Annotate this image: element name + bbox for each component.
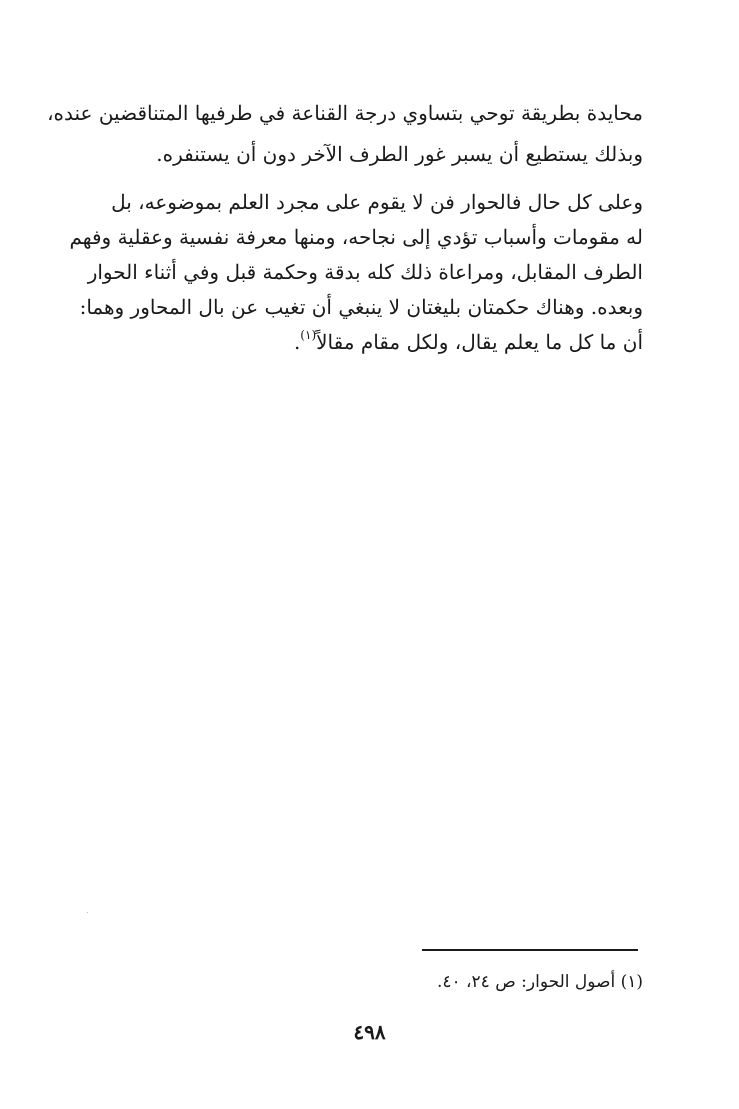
paragraph-2-line-5-text: أن ما كل ما يعلم يقال، ولكل مقام مقالاً — [316, 330, 643, 354]
footnote-1-text: أصول الحوار: ص ٢٤، ٤٠. — [436, 972, 616, 992]
footnote-1 — [437, 968, 643, 996]
scan-speck — [87, 912, 88, 913]
footnote-separator-rule — [422, 949, 638, 951]
footnote-reference-1[interactable]: (١) — [300, 328, 317, 342]
footnote-1-marker: (١) — [620, 972, 643, 992]
page-number: ٤٩٨ — [353, 1020, 386, 1044]
paragraph-2-line-4: وبعده. وهناك حكمتان بليغتان لا ينبغي أن تغيب عن بال المحاور وهما: — [79, 295, 643, 319]
paragraph-1-line-2: وبذلك يستطيع أن يسبر غور الطرف الآخر دون أن يستنفره. — [156, 142, 643, 166]
paragraph-2-line-5 — [97, 327, 643, 357]
paragraph-2-line-3: الطرف المقابل، ومراعاة ذلك كله بدقة وحكمة قبل وفي أثناء الحوار — [87, 260, 643, 284]
paragraph-2-line-1: وعلى كل حال فالحوار فن لا يقوم على مجرد العلم بموضوعه، بل — [111, 190, 643, 214]
paragraph-2-final-period: . — [293, 330, 301, 354]
paragraph-2-line-2: له مقومات وأسباب تؤدي إلى نجاحه، ومنها معرفة نفسية وعقلية وفهم — [69, 225, 643, 249]
paragraph-1-line-1: محايدة بطريقة توحي بتساوي درجة القناعة في طرفيها المتناقضين عنده، — [47, 101, 643, 125]
